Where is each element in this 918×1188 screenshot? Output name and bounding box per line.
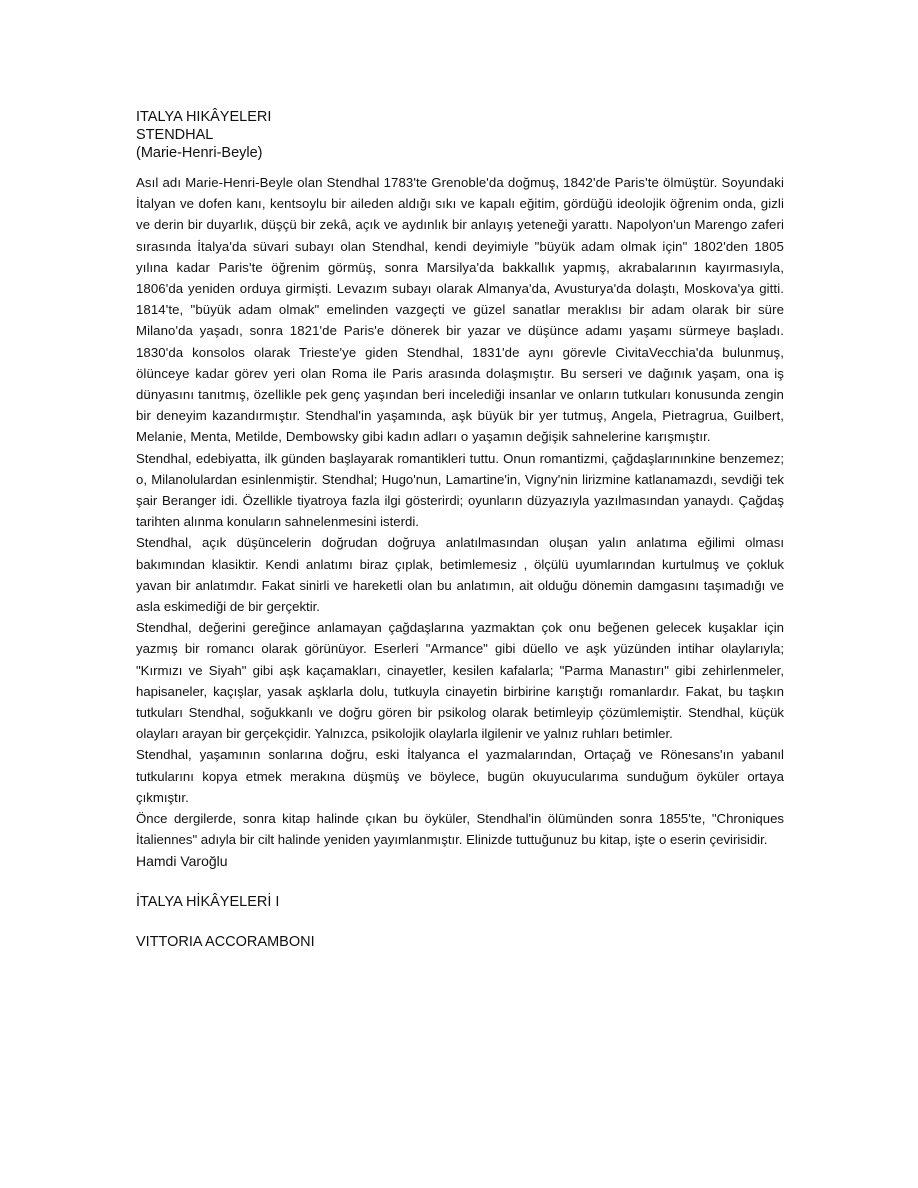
- translator-signature: Hamdi Varoğlu: [136, 852, 228, 869]
- author-name: STENDHAL: [136, 127, 214, 143]
- intro-paragraph-3: Stendhal, açık düşüncelerin doğrudan doğruya anlatılmasından oluşan yalın anlatıma eğilimi olması bakımından klasiktir. Kendi anlatımı biraz çıplak, betimlemesiz , ölçülü uyumlarından kurtulmuş ve çokluk yavan bir anlatımdır. Fakat sinirli ve hareketli olan bu anlatımın, ait olduğu dönemin damgasını taşımadığı ve asla eskimediği de bir gerçektir.: [136, 535, 784, 615]
- document-page: [136, 108, 784, 951]
- story-title: VITTORIA ACCORAMBONI: [136, 933, 315, 950]
- introduction-body: [136, 172, 784, 871]
- document-header: [136, 108, 784, 162]
- intro-paragraph-2: Stendhal, edebiyatta, ilk günden başlayarak romantikleri tuttu. Onun romantizmi, çağdaşlarınınkine benzemez; o, Milanolulardan esinlenmiştir. Stendhal; Hugo'nun, Lamartine'in, Vigny'nin lirizmine katlanamazdı, sevdiği tek şair Beranger idi. Özellikle tiyatroya fazla ilgi gösterirdi; oyunların düzyazıyla yazılmasından yanaydı. Çağdaş tarihten alınma konuların sahnelenmesini isterdi.: [136, 450, 784, 530]
- section-book-title: İTALYA HİKÂYELERİ I: [136, 893, 280, 910]
- intro-paragraph-4: Stendhal, değerini gereğince anlamayan çağdaşlarına yazmaktan çok onu beğenen gelecek kuşaklar için yazmış bir romancı olarak görünüyor. Eserleri "Armance" gibi düello ve aşk yüzünden intihar olaylarıyla; "Kırmızı ve Siyah" gibi aşk kaçamakları, cinayetler, kesilen kafalarla; "Parma Manastırı" gibi zehirlenmeler, hapisaneler, kaçışlar, yasak aşklarla dolu, tutkuyla cinayetin birbirine karıştığı romanlardır. Fakat, bu taşkın tutkuları Stendhal, soğukkanlı ve doğru gören bir psikolog olarak betimleyip çözümlemiştir. Stendhal, küçük olayları arayan bir gerçekçidir. Yalnızca, psikolojik olaylarla ilgilenir ve yalnız ruhları betimler.: [136, 620, 784, 742]
- intro-paragraph-6: Önce dergilerde, sonra kitap halinde çıkan bu öyküler, Stendhal'in ölümünden sonra 1855'te, "Chroniques İtaliennes" adıyla bir cilt halinde yeniden yayımlanmıştır. Elinizde tuttuğunuz bu kitap, işte o eserin çevirisidir.: [136, 811, 784, 848]
- intro-paragraph-5: Stendhal, yaşamının sonlarına doğru, eski İtalyanca el yazmalarından, Ortaçağ ve Rönesans'ın yabanıl tutkularını kopya etmek merakına düşmüş ve böylece, bugün okuyucularıma sunduğum öyküler ortaya çıkmıştır.: [136, 747, 784, 805]
- intro-paragraph-1: Asıl adı Marie-Henri-Beyle olan Stendhal 1783'te Grenoble'da doğmuş, 1842'de Paris'te ölmüştür. Soyundaki İtalyan ve dofen kanı, kentsoylu bir aileden aldığı sıkı ve kapalı eğitim, gördüğü ideolojik öğrenim onda, gizli ve derin bir duyarlık, düşçü bir zekâ, açık ve aydınlık bir anlayış yeteneği yarattı. Napolyon'un Marengo zaferi sırasında İtalya'da süvari subayı olan Stendhal, kendi deyimiyle "büyük adam olmak için" 1802'den 1805 yılına kadar Paris'te öğrenim görmüş, sonra Marsilya'da bakkallık yapmış, akrabalarının kayırmasıyla, 1806'da yeniden orduya girmişti. Levazım subayı olarak Almanya'da, Avusturya'da dolaştı, Moskova'ya gitti. 1814'te, "büyük adam olmak" emelinden vazgeçti ve güzel sanatlar meraklısı bir adam olarak bir süre Milano'da yaşadı, sonra 1821'de Paris'e dönerek bir yazar ve düşünce adamı yaşamı sürmeye başladı. 1830'da konsolos olarak Trieste'ye giden Stendhal, 1831'de aynı görevle CivitaVecchia'da bulunmuş, ölünceye kadar görev yeri olan Roma ile Paris arasında dolaşmıştır. Bu serseri ve dağınık yaşam, ona iş dünyasını tanıtmış, özellikle pek genç yaşından beri incelediği insanlar ve onların tutkuları konusunda zengin bir deneyim kazandırmıştır. Stendhal'in yaşamında, aşk büyük bir yer tutmuş, Angela, Pietragrua, Guilbert, Melanie, Menta, Metilde, Dembowsky gibi kadın adları o yaşamın değişik sahnelerine karışmıştır.: [136, 175, 784, 445]
- author-real-name: (Marie-Henri-Beyle): [136, 145, 263, 161]
- book-title: ITALYA HIKÂYELERI: [136, 109, 272, 125]
